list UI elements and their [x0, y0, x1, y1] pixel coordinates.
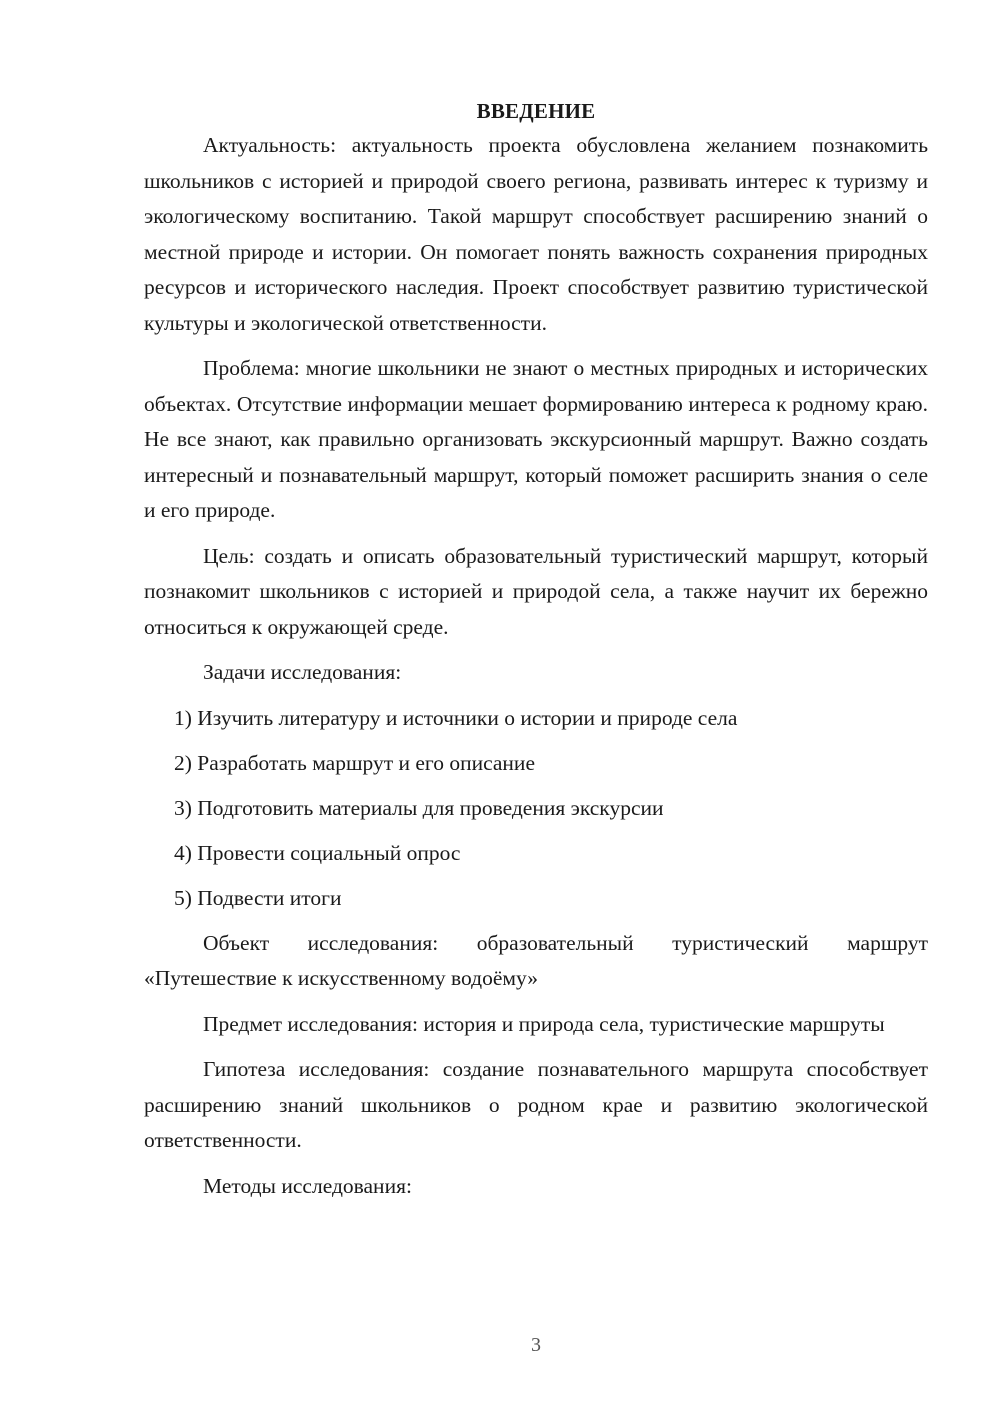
subject-paragraph: Предмет исследования: история и природа села, туристические маршруты [203, 1011, 885, 1036]
goal-paragraph: Цель: создать и описать образовательный туристический маршрут, который познакомит школьников с историей и природой села, а также научит их бережно относиться к окружающей среде. [144, 543, 928, 639]
task-item: 3) Подготовить материалы для проведения экскурсии [174, 795, 664, 820]
task-item: 2) Разработать маршрут и его описание [174, 750, 535, 775]
task-item: 1) Изучить литературу и источники о истории и природе села [174, 705, 738, 730]
task-item: 5) Подвести итоги [174, 885, 342, 910]
object-paragraph: Объект исследования: образовательный туристический маршрут «Путешествие к искусственному водоёму» [144, 930, 928, 990]
tasks-heading: Задачи исследования: [203, 660, 402, 684]
task-item: 4) Провести социальный опрос [174, 840, 461, 865]
page-title: ВВЕДЕНИЕ [476, 99, 596, 123]
problem-paragraph: Проблема: многие школьники не знают о местных природных и исторических объектах. Отсутствие информации мешает формированию интереса к родному краю. Не все знают, как правильно организовать экскурсионный маршрут. Важно создать интересный и познавательный маршрут, который поможет расширить знания о селе и его природе. [144, 356, 928, 522]
tasks-list [144, 701, 928, 917]
page-number: 3 [531, 1334, 541, 1356]
methods-heading: Методы исследования: [203, 1173, 412, 1198]
hypothesis-paragraph: Гипотеза исследования: создание познавательного маршрута способствует расширению знаний школьников о родном крае и развитию экологической ответственности. [144, 1057, 928, 1152]
document-page [144, 96, 928, 1214]
relevance-paragraph: Актуальность: актуальность проекта обусловлена желанием познакомить школьников с историей и природой своего региона, развивать интерес к туризму и экологическому воспитанию. Такой маршрут способствует расширению знаний о местной природе и истории. Он помогает понять важность сохранения природных ресурсов и исторического наследия. Проект способствует развитию туристической культуры и экологической ответственности. [144, 133, 928, 335]
